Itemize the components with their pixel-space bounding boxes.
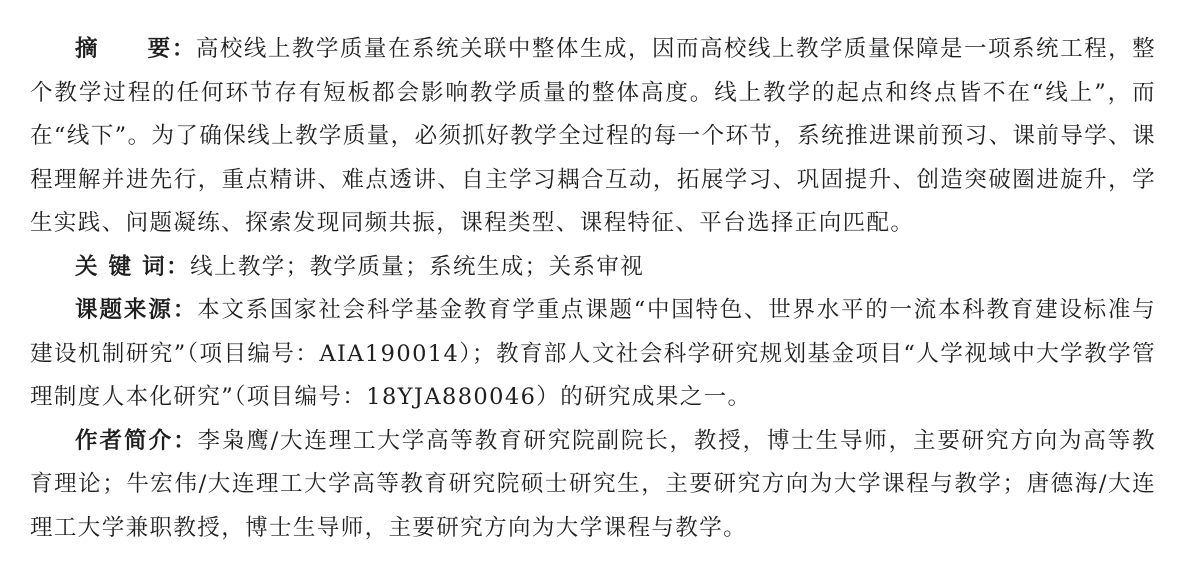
funding-paragraph (30, 289, 1156, 420)
keywords-separator: ： (166, 253, 191, 280)
keywords-paragraph (30, 246, 1156, 290)
abstract-label: 摘 要 (75, 36, 172, 62)
funding-separator: ： (172, 297, 198, 323)
abstract-paragraph (30, 28, 1156, 246)
authors-text: 李枭鹰/大连理工大学高等教育研究院副院长，教授，博士生导师，主要研究方向为高等教育理论；牛宏伟/大连理工大学高等教育研究院硕士研究生，主要研究方向为大学课程与教学；唐德海/大连理工大学兼职教授，博士生导师，主要研究方向为大学课程与教学。 (30, 427, 1156, 541)
funding-text: 本文系国家社会科学基金教育学重点课题“中国特色、世界水平的一流本科教育建设标准与建设机制研究”（项目编号：AIA190014）；教育部人文社会科学研究规划基金项目“人学视域中大学教学管理制度人本化研究”（项目编号：18YJA880046）的研究成果之一。 (30, 297, 1156, 410)
authors-paragraph (30, 420, 1156, 551)
keywords-text: 线上教学；教学质量；系统生成；关系审视 (190, 253, 645, 280)
abstract-separator: ： (171, 36, 196, 62)
abstract-text: 高校线上教学质量在系统关联中整体生成，因而高校线上教学质量保障是一项系统工程，整个教学过程的任何环节存有短板都会影响教学质量的整体高度。线上教学的起点和终点皆不在“线上”，而在“线下”。为了确保线上教学质量，必须抓好教学全过程的每一个环节，系统推进课前预习、课前导学、课程理解并进先行，重点精讲、难点透讲、自主学习耦合互动，拓展学习、巩固提升、创造突破圈进旋升，学生实践、问题凝练、探索发现同频共振，课程类型、课程特征、平台选择正向匹配。 (30, 36, 1156, 236)
authors-separator: ： (173, 427, 198, 454)
keywords-label: 关 键 词 (75, 253, 167, 280)
funding-label: 课题来源 (75, 297, 173, 323)
authors-label: 作者简介 (75, 427, 174, 454)
